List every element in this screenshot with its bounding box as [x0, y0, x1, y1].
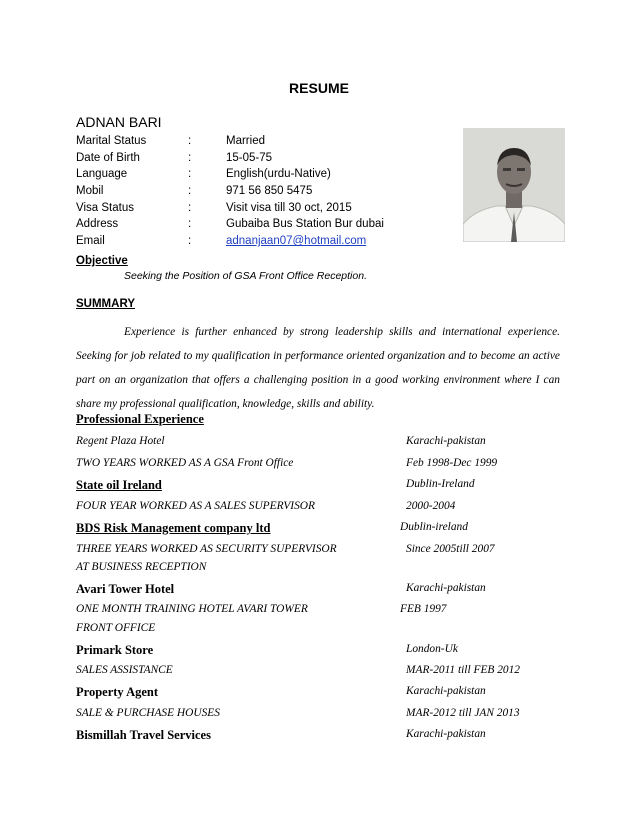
info-label: Visa Status — [76, 201, 134, 214]
objective-heading: Objective — [76, 255, 128, 267]
professional-experience-heading: Professional Experience — [76, 412, 204, 426]
info-label: Marital Status — [76, 135, 147, 147]
info-value: 971 56 850 5475 — [226, 185, 313, 198]
experience-dates: FEB 1997 — [400, 603, 447, 615]
experience-role: FRONT OFFICE — [76, 622, 156, 634]
experience-role: ONE MONTH TRAINING HOTEL AVARI TOWER — [76, 603, 308, 615]
experience-employer: Avari Tower Hotel — [76, 582, 175, 596]
experience-location: Karachi-pakistan — [406, 685, 486, 697]
experience-dates: 2000-2004 — [406, 500, 456, 512]
experience-role: SALES ASSISTANCE — [76, 664, 173, 676]
experience-employer: State oil Ireland — [76, 478, 162, 492]
info-label: Language — [76, 168, 128, 181]
experience-role: TWO YEARS WORKED AS A GSA Front Office — [76, 457, 294, 469]
experience-dates: Since 2005till 2007 — [406, 543, 495, 555]
experience-location: Dublin-Ireland — [406, 478, 475, 490]
experience-role: AT BUSINESS RECEPTION — [76, 561, 207, 573]
info-value: Married — [226, 135, 265, 147]
experience-location: Karachi-pakistan — [406, 582, 486, 594]
experience-employer: BDS Risk Management company ltd — [76, 521, 271, 535]
info-colon: : — [188, 151, 192, 164]
info-value: 15-05-75 — [226, 151, 273, 164]
experience-employer: Primark Store — [76, 643, 154, 657]
summary-heading: SUMMARY — [76, 298, 135, 310]
info-value: Gubaiba Bus Station Bur dubai — [226, 218, 384, 231]
experience-location: Karachi-pakistan — [406, 728, 486, 740]
objective-text: Seeking the Position of GSA Front Office Reception. — [124, 270, 367, 282]
page-title: RESUME — [289, 80, 349, 96]
profile-photo — [463, 128, 565, 242]
summary-paragraph: Experience is further enhanced by strong leadership skills and international experience. Seeking for job related to my qualification in performance oriented organization and to become an active part on an organization that offers a challenging position in a good working environment where I can share my professional qualification, knowledge, skills and ability. — [76, 326, 560, 410]
info-colon: : — [188, 185, 192, 198]
experience-dates: MAR-2011 till FEB 2012 — [406, 664, 520, 676]
email-link[interactable]: adnanjaan07@hotmail.com — [226, 235, 367, 248]
experience-location: Dublin-ireland — [400, 521, 468, 533]
experience-employer: Property Agent — [76, 685, 159, 699]
info-label: Address — [76, 218, 119, 231]
candidate-name: ADNAN BARI — [76, 114, 162, 130]
info-colon: : — [188, 201, 192, 214]
info-colon: : — [188, 235, 192, 248]
experience-role: THREE YEARS WORKED AS SECURITY SUPERVISOR — [76, 543, 337, 555]
portrait-image — [463, 128, 565, 242]
info-label: Date of Birth — [76, 151, 140, 164]
info-colon: : — [188, 168, 192, 181]
experience-location: London-Uk — [406, 643, 458, 655]
experience-dates: Feb 1998-Dec 1999 — [406, 457, 498, 469]
experience-role: FOUR YEAR WORKED AS A SALES SUPERVISOR — [76, 500, 315, 512]
info-label: Email — [76, 235, 105, 248]
info-value: English(urdu-Native) — [226, 168, 331, 181]
experience-role: SALE & PURCHASE HOUSES — [76, 707, 220, 719]
info-colon: : — [188, 135, 192, 147]
info-value: Visit visa till 30 oct, 2015 — [226, 201, 352, 214]
experience-location: Karachi-pakistan — [406, 435, 486, 447]
experience-dates: MAR-2012 till JAN 2013 — [406, 707, 520, 719]
info-colon: : — [188, 218, 192, 231]
experience-employer: Regent Plaza Hotel — [76, 435, 165, 447]
experience-employer: Bismillah Travel Services — [76, 728, 211, 742]
info-label: Mobil — [76, 185, 104, 198]
